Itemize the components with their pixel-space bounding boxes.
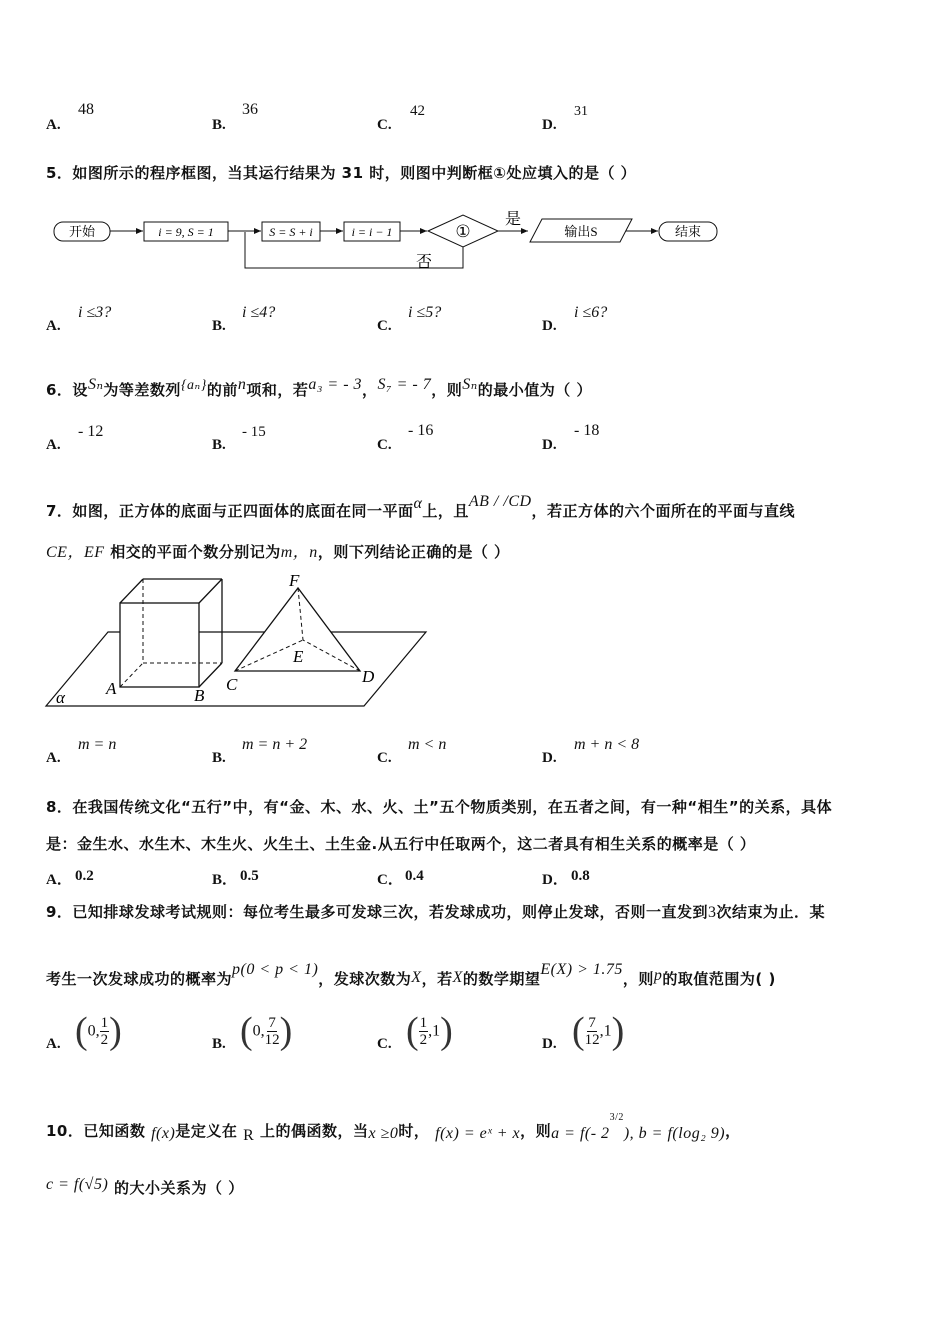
q5-option-c-value: i ≤5? xyxy=(408,304,442,321)
q6-option-a-label: A. xyxy=(46,437,61,453)
q5-flowchart xyxy=(50,205,730,275)
q9-option-a-interval: (0, $\frac{1}{2}$ ) xyxy=(75,1010,122,1052)
q4-option-d-value: 31 xyxy=(574,104,588,119)
q5-option-a-value: i ≤3? xyxy=(78,304,112,321)
q9-option-b-label: B. xyxy=(212,1036,226,1052)
q10-stem-line1: 10．已知函数 f(x)是定义在 R 上的偶函数，当x ≥0时， f(x) = eˣ + x，则a = f(- $2^{3/2}$), b = f(log₂ 9)， xyxy=(46,1112,741,1144)
q5-stem: 5．如图所示的程序框图，当其运行结果为 31 时，则图中判断框①处应填入的是（ ） xyxy=(46,164,637,182)
flow-init-text: i = 9, S = 1 xyxy=(158,225,214,239)
q9-option-b-interval: (0, $\frac{7}{12}$ ) xyxy=(240,1010,293,1052)
q7-option-c-value: m < n xyxy=(408,736,447,753)
flow-yes: 是 xyxy=(504,211,522,228)
q5-option-d-value: i ≤6? xyxy=(574,304,608,321)
flow-step1-text: S = S + i xyxy=(269,225,313,239)
q6-option-b-value: - 15 xyxy=(242,424,266,440)
q6-option-a-value: - 12 xyxy=(78,423,104,440)
q4-option-c-value: 42 xyxy=(410,103,425,119)
q5-option-a-label: A. xyxy=(46,318,61,334)
q4-option-b-value: 36 xyxy=(242,101,258,118)
q8-stem-line2: 是：金生水、水生木、木生火、火生土、土生金.从五行中任取两个，这二者具有相生关系的概率是（ ） xyxy=(46,835,756,853)
q8-option-a-label: A． xyxy=(46,872,72,888)
label-B: B xyxy=(194,686,205,705)
flow-end-text: 结束 xyxy=(674,224,702,239)
flow-step2-text: i = i − 1 xyxy=(351,225,393,239)
q9-stem-line1: 9．已知排球发球考试规则：每位考生最多可发球三次，若发球成功，则停止发球，否则一直发到3次结束为止．某 xyxy=(46,903,825,921)
q8-option-c-value: 0.4 xyxy=(405,868,424,884)
flow-start-text: 开始 xyxy=(68,224,96,239)
q4-option-a-value: 48 xyxy=(78,101,94,118)
label-F: F xyxy=(289,571,300,590)
q6-option-c-label: C. xyxy=(377,437,392,453)
q6-option-d-value: - 18 xyxy=(574,422,600,439)
label-E: E xyxy=(293,647,304,666)
flow-output-text: 输出S xyxy=(564,224,598,239)
flow-decision-text: ① xyxy=(455,222,471,241)
q8-option-b-label: B． xyxy=(212,872,238,888)
q6-option-b-label: B. xyxy=(212,437,226,453)
q9-option-a-label: A. xyxy=(46,1036,61,1052)
q7-option-d-value: m + n < 8 xyxy=(574,736,640,753)
q9-option-d-interval: ( $\frac{7}{12}$ ,1) xyxy=(572,1010,625,1052)
q6-option-c-value: - 16 xyxy=(408,422,434,439)
q9-option-c-interval: ( $\frac{1}{2}$ ,1) xyxy=(406,1010,453,1052)
q7-option-d-label: D. xyxy=(542,750,557,766)
q5-option-c-label: C. xyxy=(377,318,392,334)
label-alpha: α xyxy=(56,688,65,707)
label-D: D xyxy=(362,667,375,686)
q5-option-b-label: B. xyxy=(212,318,226,334)
q8-option-d-value: 0.8 xyxy=(571,868,590,884)
q9-stem-line2: 考生一次发球成功的概率为p(0 < p < 1)，发球次数为X，若X的数学期望E(X) > 1.75，则p的取值范围为( ) xyxy=(46,961,776,988)
q8-option-a-value: 0.2 xyxy=(75,868,94,884)
label-A: A xyxy=(106,679,117,698)
q4-option-a-label: A. xyxy=(46,117,61,133)
q4-option-b-label: B. xyxy=(212,117,226,133)
q9-option-c-label: C. xyxy=(377,1036,392,1052)
q5-option-b-value: i ≤4? xyxy=(242,304,276,321)
q8-option-c-label: C． xyxy=(377,872,403,888)
q7-figure xyxy=(40,568,440,713)
q7-option-a-label: A. xyxy=(46,750,61,766)
q7-option-a-value: m = n xyxy=(78,736,117,753)
q7-option-b-value: m = n + 2 xyxy=(242,736,308,753)
label-C: C xyxy=(226,675,238,694)
q6-stem: 6．设Sₙ为等差数列{aₙ}的前n项和，若a₃ = - 3，S₇ = - 7，则Sₙ的最小值为（ ） xyxy=(46,376,592,399)
q7-stem-line2: CE，EF 相交的平面个数分别记为m，n，则下列结论正确的是（ ） xyxy=(46,543,510,561)
q8-option-d-label: D． xyxy=(542,872,568,888)
q5-option-d-label: D. xyxy=(542,318,557,334)
q7-option-c-label: C. xyxy=(377,750,392,766)
q4-option-c-label: C. xyxy=(377,117,392,133)
flow-no: 否 xyxy=(415,254,433,271)
q6-option-d-label: D. xyxy=(542,437,557,453)
q8-option-b-value: 0.5 xyxy=(240,868,259,884)
q7-stem-line1: 7．如图，正方体的底面与正四面体的底面在同一平面α上，且AB / /CD，若正方体的六个面所在的平面与直线 xyxy=(46,493,796,520)
q8-stem-line1: 8．在我国传统文化“五行”中，有“金、木、水、火、土”五个物质类别，在五者之间，有一种“相生”的关系，具体 xyxy=(46,798,833,816)
q7-option-b-label: B. xyxy=(212,750,226,766)
q10-stem-line2: c = f(√5) 的大小关系为（ ） xyxy=(46,1176,244,1197)
q9-option-d-label: D. xyxy=(542,1036,557,1052)
q4-option-d-label: D. xyxy=(542,117,557,133)
